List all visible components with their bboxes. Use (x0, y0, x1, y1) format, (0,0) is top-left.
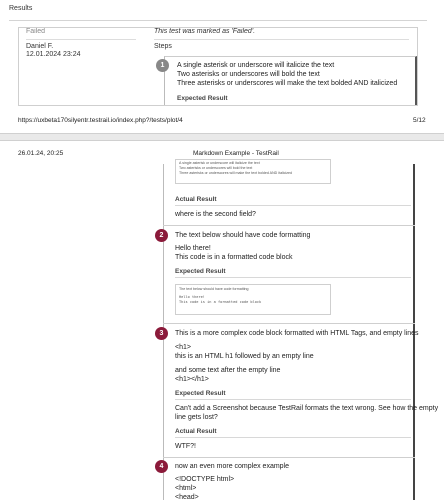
step-text-line: <h1> (175, 344, 191, 351)
step-text-line: <head> (175, 494, 199, 500)
page-url-footer[interactable]: https://uxbeta170silyentr.testrail.io/index.php?/tests/plot/4 (18, 117, 183, 124)
screenshot-code-line: Hello there! (179, 295, 205, 299)
actual-result-label: Actual Result (175, 428, 217, 435)
expected-result-text: line gets lost? (175, 414, 218, 421)
result-entry (18, 27, 418, 106)
actual-result-label: Actual Result (175, 196, 217, 203)
step-number-badge: 2 (155, 229, 168, 242)
result-comment: This test was marked as 'Failed'. (154, 28, 256, 35)
results-heading: Results (9, 5, 33, 12)
screenshot-text-line: A single asterisk or underscore will italicize the text (179, 161, 260, 165)
comment-divider (154, 39, 409, 40)
step-number-badge: 1 (156, 59, 169, 72)
print-date: 26.01.24, 20:25 (18, 150, 64, 157)
step-text-line: The text below should have code formatting (175, 232, 311, 239)
step-text-line: Three asterisks or underscores will make the text bolded AND italicized (177, 80, 398, 87)
step-separator (163, 323, 415, 324)
step-separator (163, 225, 415, 226)
step-text-line: now an even more complex example (175, 463, 290, 470)
label-divider (175, 205, 411, 206)
step-number-badge: 4 (155, 460, 168, 473)
label-divider (175, 277, 411, 278)
actual-result-text: WTF?! (175, 443, 196, 450)
label-divider (175, 399, 411, 400)
step-text-line: this is an HTML h1 followed by an empty line (175, 353, 314, 360)
step-text-line: Hello there! (175, 245, 211, 252)
step-text-line: This code is in a formatted code block (175, 254, 293, 261)
steps-heading: Steps (154, 43, 172, 50)
step-text-line: <!DOCTYPE html> (175, 476, 235, 483)
status-divider (26, 39, 136, 40)
screenshot-text-line: The text below should have code formatting (179, 287, 249, 291)
step-text-line: <html> (175, 485, 197, 492)
label-divider (175, 437, 411, 438)
step-text-line: Two asterisks or underscores will bold the text (177, 71, 320, 78)
page-break (0, 133, 444, 141)
step-number-badge: 3 (155, 327, 168, 340)
expected-result-screenshot (175, 284, 331, 315)
page-number: 5/12 (413, 117, 426, 124)
step-text-line: A single asterisk or underscore will italicize the text (177, 62, 335, 69)
author-name: Daniel F. (26, 43, 54, 50)
step-separator (163, 457, 415, 458)
expected-result-label: Expected Result (177, 95, 228, 102)
expected-result-label: Expected Result (175, 390, 226, 397)
step-text-line: <h1></h1> (175, 376, 209, 383)
status-label: Failed (26, 28, 46, 35)
actual-result-text: where is the second field? (175, 211, 256, 218)
screenshot-code-line: This code is in a formatted code block (179, 300, 262, 304)
expected-result-text: Can't add a Screenshot because TestRail formats the text wrong. See how the empty (175, 405, 439, 412)
expected-result-screenshot (175, 159, 331, 184)
step-text-line: This is a more complex code block formatted with HTML Tags, and empty lines (175, 330, 419, 337)
screenshot-text-line: Three asterisks or underscores will make the text bolded AND italicized (179, 171, 293, 175)
step-text-line: and some text after the empty line (175, 367, 281, 374)
print-title: Markdown Example - TestRail (193, 150, 279, 157)
screenshot-text-line: Two asterisks or underscores will bold the text (179, 166, 253, 170)
results-divider (9, 20, 427, 21)
expected-result-label: Expected Result (175, 268, 226, 275)
result-date: 12.01.2024 23:24 (26, 51, 81, 58)
